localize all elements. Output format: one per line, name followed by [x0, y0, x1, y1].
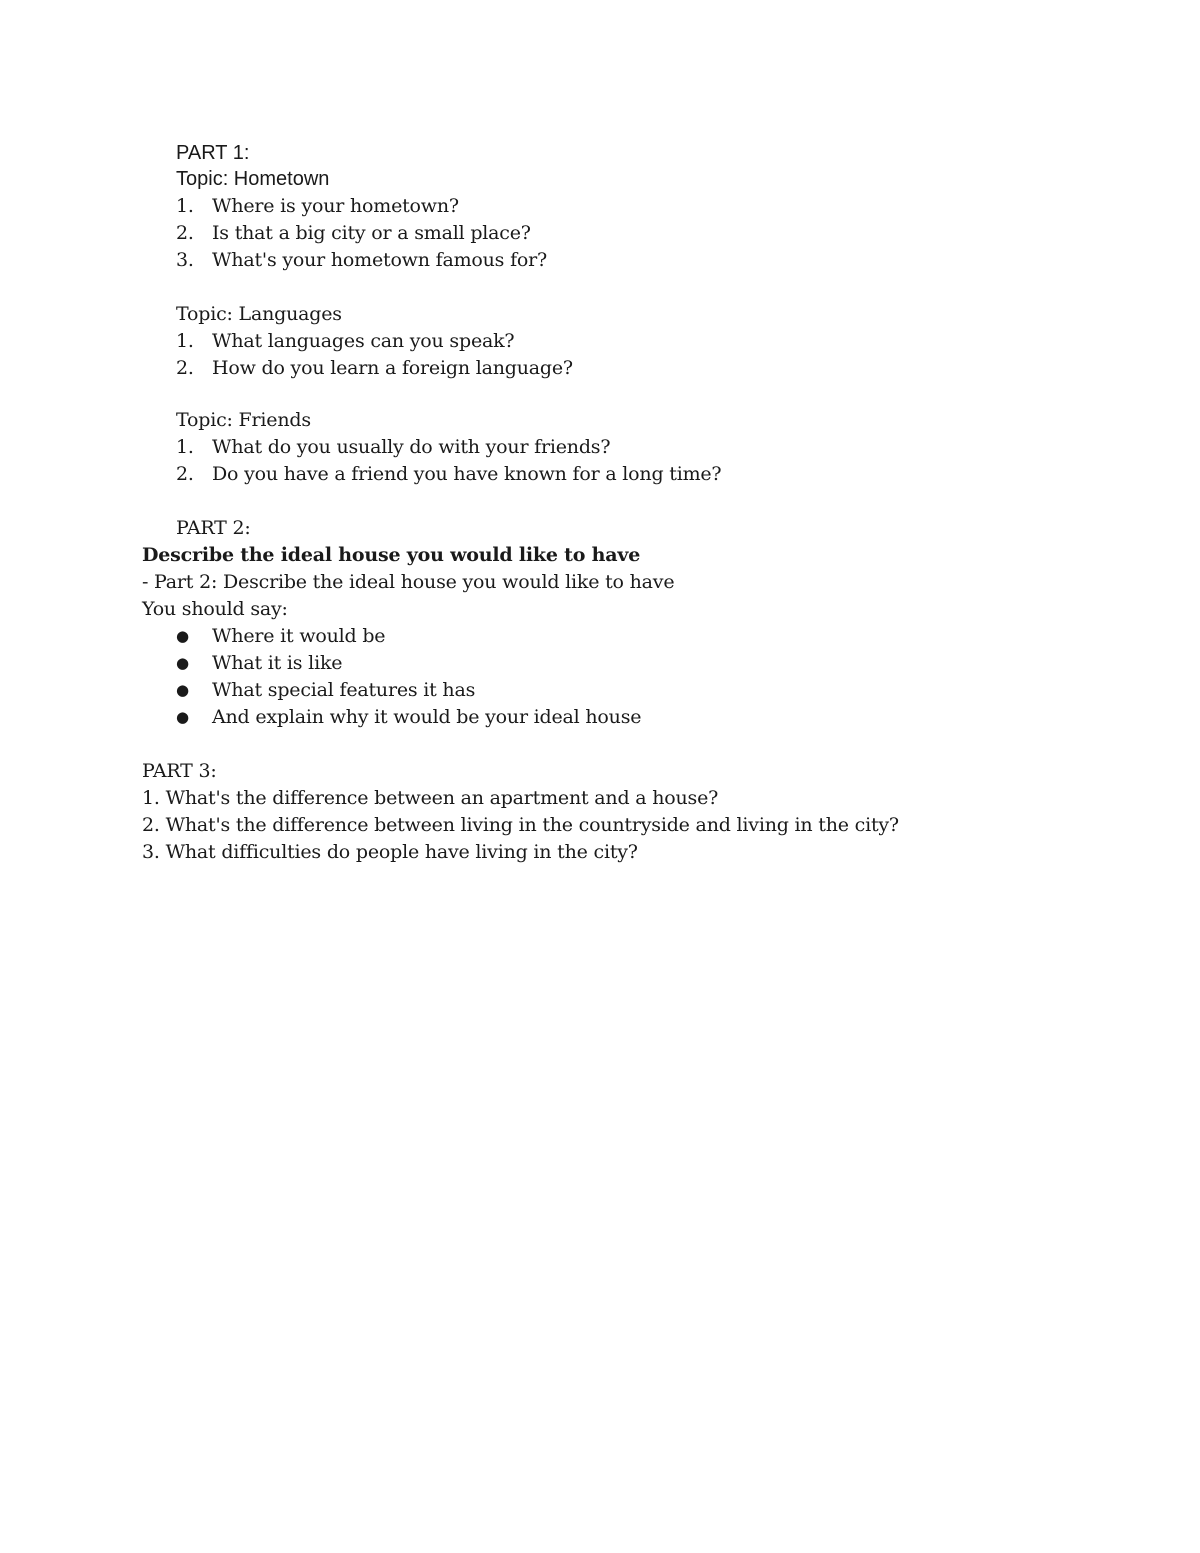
list-item: 2. What's the difference between living in the countryside and living in the city?: [142, 814, 899, 836]
bullet-icon: ●: [176, 708, 189, 726]
list-text: What languages can you speak?: [212, 330, 515, 352]
list-text: Where it would be: [212, 625, 386, 647]
bullet-icon: ●: [176, 654, 189, 672]
list-number: 1.: [176, 195, 194, 217]
topic-friends-title: Topic: Friends: [176, 409, 311, 431]
list-number: 3.: [176, 249, 194, 271]
list-item: [176, 650, 342, 678]
list-text: What special features it has: [212, 679, 476, 701]
list-text: What do you usually do with your friends?: [212, 436, 611, 458]
list-number: 2.: [176, 357, 194, 379]
list-item: [176, 193, 459, 220]
part2-intro: You should say:: [142, 598, 288, 620]
bullet-icon: ●: [176, 627, 189, 645]
topic-hometown-title: Topic: Hometown: [176, 168, 330, 190]
part2-heading: PART 2:: [176, 517, 251, 539]
list-item: [176, 220, 531, 247]
part2-subtitle: - Part 2: Describe the ideal house you would like to have: [142, 571, 675, 593]
list-item: 3. What difficulties do people have living in the city?: [142, 841, 638, 863]
list-text: How do you learn a foreign language?: [212, 357, 573, 379]
list-item: 1. What's the difference between an apartment and a house?: [142, 787, 719, 809]
list-number: 1.: [176, 330, 194, 352]
list-item: [176, 247, 547, 274]
list-text: And explain why it would be your ideal house: [212, 706, 642, 728]
list-item: [176, 704, 641, 732]
topic-languages-title: Topic: Languages: [176, 303, 342, 325]
bullet-icon: ●: [176, 681, 189, 699]
list-item: [176, 355, 573, 382]
list-item: [176, 461, 721, 488]
list-number: 2.: [176, 222, 194, 244]
list-text: Where is your hometown?: [212, 195, 459, 217]
list-item: [176, 434, 610, 461]
part2-title: Describe the ideal house you would like to have: [142, 544, 641, 566]
part3-heading: PART 3:: [142, 760, 217, 782]
list-item: [176, 328, 514, 355]
list-text: What's your hometown famous for?: [212, 249, 548, 271]
list-item: [176, 623, 385, 651]
list-number: 1.: [176, 436, 194, 458]
list-text: Do you have a friend you have known for a long time?: [212, 463, 722, 485]
part1-heading: PART 1:: [176, 142, 250, 164]
list-item: [176, 677, 475, 705]
list-text: What it is like: [212, 652, 343, 674]
list-text: Is that a big city or a small place?: [212, 222, 531, 244]
list-number: 2.: [176, 463, 194, 485]
